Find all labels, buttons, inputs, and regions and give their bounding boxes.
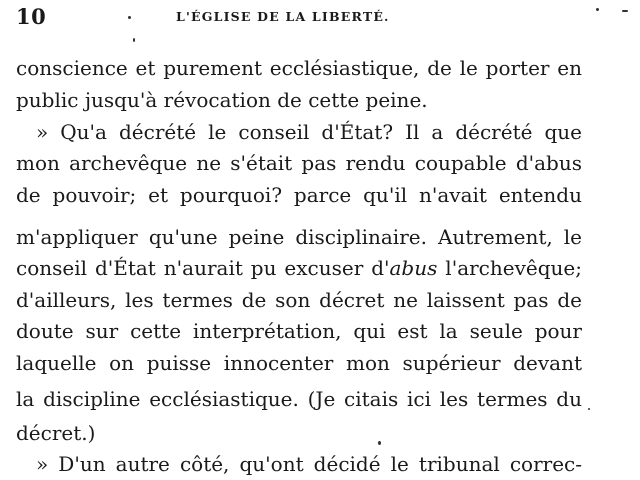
ink-speck	[378, 441, 381, 445]
text-line-2: public jusqu'à révocation de cette peine.	[16, 88, 428, 112]
ink-speck	[588, 408, 590, 410]
text-line-12: décret.)	[16, 421, 96, 445]
ink-speck	[133, 38, 135, 42]
text-line-5: de pouvoir; et pourquoi? parce qu'il n'avait entendu	[16, 183, 582, 207]
text-line-8: d'ailleurs, les termes de son décret ne laissent pas de	[16, 288, 582, 312]
text-line-7	[16, 256, 582, 280]
text-line-11: la discipline ecclésiastique. (Je citais ici les termes du	[16, 387, 582, 411]
ink-speck	[622, 10, 628, 12]
text-line-10: laquelle on puisse innocenter mon supérieur devant	[16, 351, 582, 375]
text-line-4: mon archevêque ne s'était pas rendu coupable d'abus	[16, 151, 582, 175]
text-line-7-start: conseil d'État n'aurait pu excuser d'	[16, 256, 390, 280]
italic-abus: abus	[389, 256, 438, 280]
text-line-1: conscience et purement ecclésiastique, de le porter en	[16, 56, 582, 80]
text-line-3: » Qu'a décrété le conseil d'État? Il a décrété que	[36, 120, 582, 144]
ink-speck	[128, 16, 131, 19]
text-line-6: m'appliquer qu'une peine disciplinaire. Autrement, le	[16, 225, 582, 249]
text-line-9: doute sur cette interprétation, qui est la seule pour	[16, 319, 582, 343]
ink-speck	[596, 8, 599, 11]
page-number: 10	[16, 4, 47, 29]
text-line-13: » D'un autre côté, qu'ont décidé le tribunal correc-	[36, 452, 582, 476]
running-title: L'ÉGLISE DE LA LIBERTÉ.	[176, 9, 390, 24]
text-line-7-end: l'archevêque;	[437, 256, 582, 280]
